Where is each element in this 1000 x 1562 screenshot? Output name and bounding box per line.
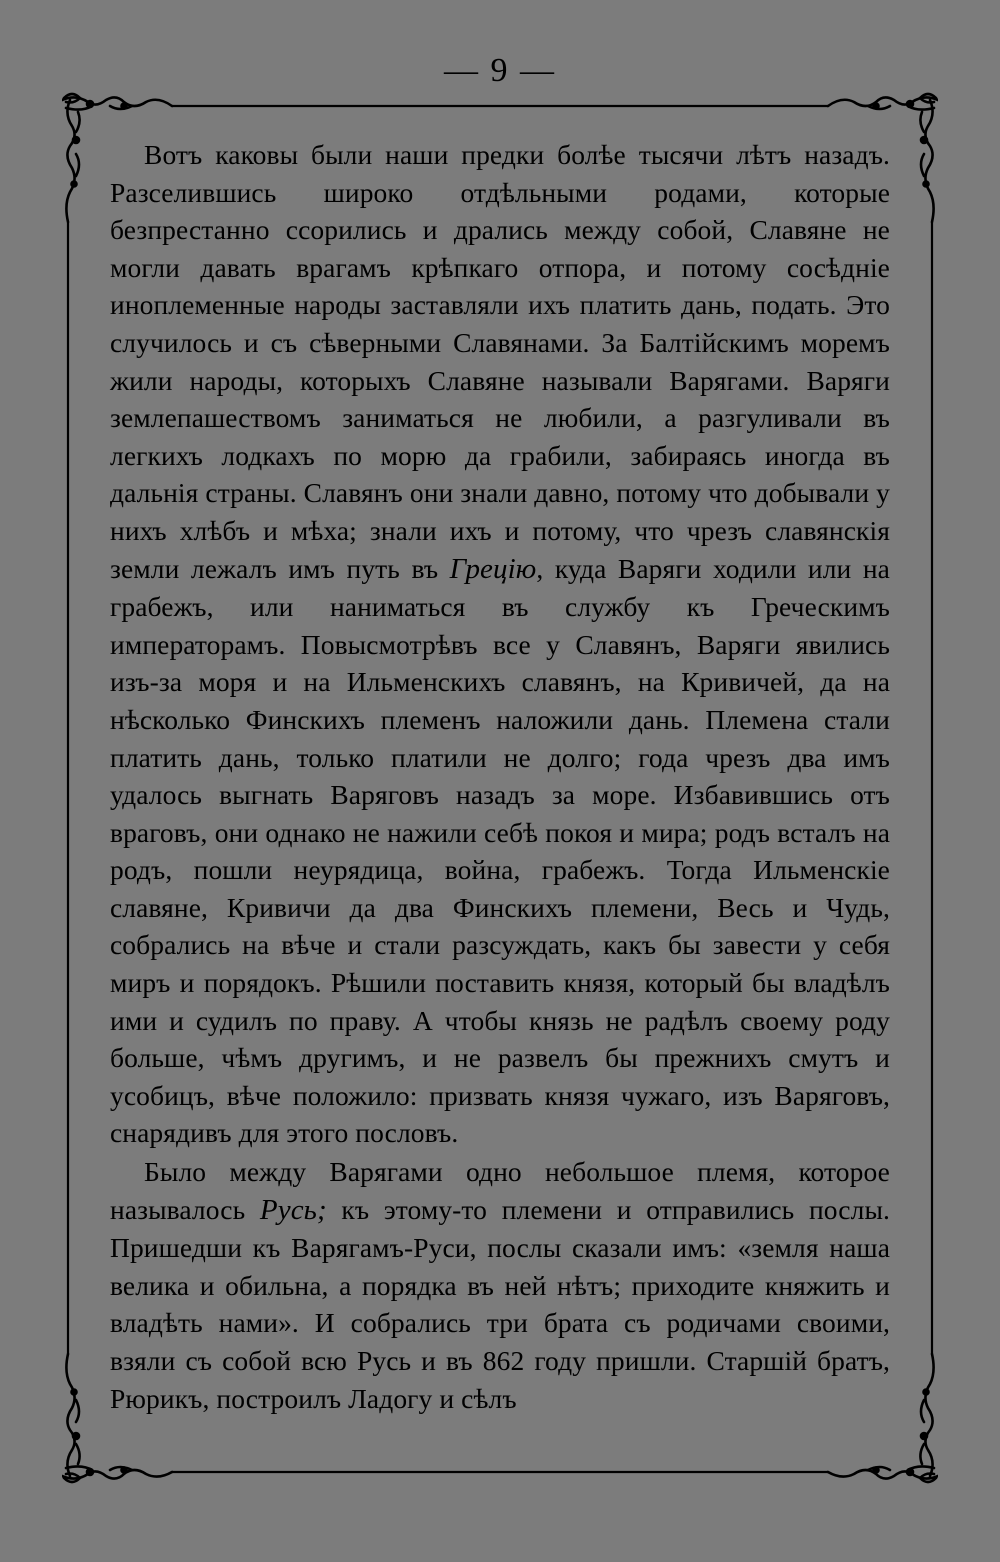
text-run: къ этому-то племени и отправились послы. Пришедши къ Варягамъ-Руси, послы сказали имъ: «земля наша велика и обильна, а порядка въ ней нѣтъ; приходите княжить и владѣть нами». И собрались три брата съ родичами своими, взяли съ собой всю Русь и въ 862 году пришли. Старшій братъ, Рюрикъ, построилъ Ладогу и сѣлъ <box>110 1193 890 1414</box>
italic-term: Русь; <box>259 1193 327 1226</box>
paragraph-1 <box>110 136 890 1152</box>
text-run: , куда Варяги ходили или на грабежъ, или наниматься въ службу къ Греческимъ императорамъ. Повысмотрѣвъ все у Славянъ, Варяги явились изъ-за моря и на Ильменскихъ славянъ, на Кривичей, да на нѣсколько Финскихъ племенъ наложили дань. Племена стали платить дань, только платили не долго; года чрезъ два имъ удалось выгнать Варяговъ назадъ за море. Избавившись отъ враговъ, они однако не нажили себѣ покоя и мира; родъ всталъ на родъ, пошли неурядица, война, грабежъ. Тогда Ильменскіе славяне, Кривичи да два Финскихъ племени, Весь и Чудь, собрались на вѣче и стали разсуждать, какъ бы завести у себя миръ и порядокъ. Рѣшили поставить князя, который бы владѣлъ ими и судилъ по праву. А чтобы князь не радѣлъ своему роду больше, чѣмъ другимъ, и не развелъ бы прежнихъ смутъ и усобицъ, вѣче положило: призвать князя чужаго, изъ Варяговъ, снарядивъ для этого пословъ. <box>110 552 890 1149</box>
text-run: Вотъ каковы были наши предки болѣе тысячи лѣтъ назадъ. Разселившись широко отдѣльными родами, которые безпрестанно ссорились и дрались между собой, Славяне не могли давать врагамъ крѣпкаго отпора, и потому сосѣдніе иноплеменные народы заставляли ихъ платить дань, подать. Это случилось и съ сѣверными Славянами. За Балтійскимъ моремъ жили народы, которыхъ Славяне называли Варягами. Варяги землепашествомъ заниматься не любили, а разгуливали въ легкихъ лодкахъ по морю да грабили, забираясь иногда въ дальнія страны. Славянъ они знали давно, потому что добывали у нихъ хлѣбъ и мѣха; знали ихъ и потому, что чрезъ славянскія земли лежалъ имъ путь въ <box>110 139 890 584</box>
text-run: Было между Варягами одно небольшое племя, которое называлось <box>110 1156 890 1225</box>
body-text <box>110 136 890 1417</box>
ornamental-frame <box>62 92 938 1484</box>
paragraph-2 <box>110 1153 890 1417</box>
page-number: — 9 — <box>444 52 556 89</box>
italic-term: Грецію <box>449 552 537 585</box>
